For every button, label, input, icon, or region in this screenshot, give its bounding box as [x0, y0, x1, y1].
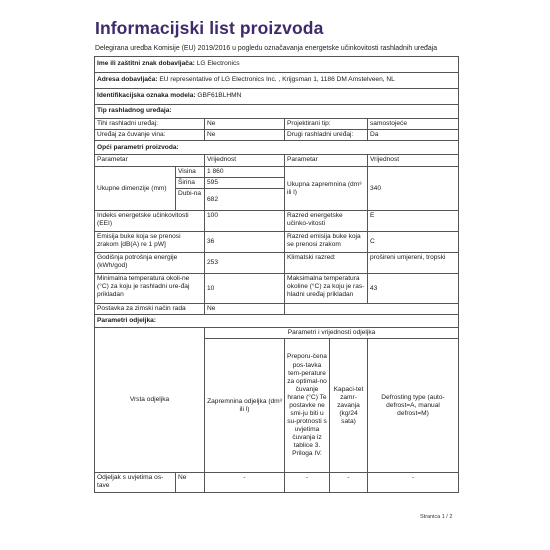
compartment-volume-header: Zapremnina odjeljka (dm³ ili l) [205, 339, 285, 473]
compartment-volume-value: - [205, 473, 285, 493]
compartment-label: Odjeljak s uvjetima os-tave [95, 473, 176, 493]
depth-label: Dubi-na [176, 189, 205, 211]
total-volume-value: 340 [368, 167, 459, 211]
depth-value: 682 [205, 189, 285, 211]
general-column-header-row [95, 155, 459, 167]
general-heading-row [95, 141, 459, 155]
appliance-type-heading: Tip rashladnog uređaja: [95, 105, 459, 119]
other-appliance-label: Drugi rashladni uređaj: [285, 130, 368, 141]
supplier-address-label: Adresa dobavljača: [97, 76, 158, 84]
general-param-row [95, 232, 459, 253]
noise-emission-label: Emisija buke koja se prenosi zrakom [dB(A) re 1 pW] [95, 232, 205, 253]
compartments-group-header-row [95, 328, 459, 339]
model-value: GBF61BLHMN [197, 92, 242, 100]
general-param-row [95, 253, 459, 274]
winter-setting-row [95, 304, 459, 315]
dimensions-label: Ukupne dimenzije (mm) [95, 167, 176, 211]
appliance-type-row [95, 130, 459, 141]
model-label: Identifikacijska oznaka modela: [97, 92, 196, 100]
compartments-heading: Parametri odjeljka: [95, 315, 459, 328]
general-heading: Opći parametri proizvoda: [95, 141, 459, 155]
min-temp-value: 10 [205, 274, 285, 304]
supplier-address-value: EU representative of LG Electronics Inc. , Krijgsman 1, 1186 DM Amstelveen, NL [159, 76, 395, 84]
width-label: Širina [176, 178, 205, 189]
supplier-address-row [95, 73, 459, 89]
total-volume-label: Ukupna zapremnina (dm³ ili l) [285, 167, 368, 211]
height-value: 1 860 [205, 167, 285, 178]
column-header-value: Vrijednost [205, 155, 285, 167]
eei-value: 100 [205, 211, 285, 232]
eei-label: Indeks energetske učinkovitosti (EEI) [95, 211, 205, 232]
height-label: Visina [176, 167, 205, 178]
dimension-row [95, 167, 459, 178]
supplier-name-value: LG Electronics [196, 60, 240, 68]
freezing-capacity-header: Kapaci-tet zamr-zavanja (kg/24 sata) [330, 339, 368, 473]
compartment-params-header: Parametri i vrijednosti odjeljka [205, 328, 459, 339]
design-type-value: samostojeće [368, 119, 459, 130]
supplier-name-row [95, 57, 459, 73]
supplier-name-label: Ime ili zaštitni znak dobavljača: [97, 60, 195, 68]
max-temp-value: 43 [368, 274, 459, 304]
annual-energy-label: Godišnja potrošnja energije (kWh/god) [95, 253, 205, 274]
compartment-defrost-value: - [368, 473, 459, 493]
appliance-type-heading-row [95, 105, 459, 119]
min-temp-label: Minimalna temperatura okoli-ne (°C) za koju je rashladni ure-đaj prikladan [95, 274, 205, 304]
other-appliance-value: Da [368, 130, 459, 141]
noise-class-value: C [368, 232, 459, 253]
energy-class-value: E [368, 211, 459, 232]
wine-storage-value: Ne [205, 130, 285, 141]
winter-setting-label: Postavka za zimski način rada [95, 304, 205, 315]
compartment-row [95, 473, 459, 493]
page-number: Stranica 1 / 2 [420, 514, 453, 520]
climate-class-value: prošireni umjereni, tropski [368, 253, 459, 274]
general-param-row [95, 274, 459, 304]
compartment-temp-value: - [285, 473, 330, 493]
wine-storage-label: Uređaj za čuvanje vina: [95, 130, 205, 141]
page-title: Informacijski list proizvoda [95, 18, 324, 38]
max-temp-label: Maksimalna temperatura okoline (°C) za koju je ras-hladni uređaj prikladan [285, 274, 368, 304]
appliance-type-row [95, 119, 459, 130]
compartment-freeze-value: - [330, 473, 368, 493]
column-header-value: Vrijednost [368, 155, 459, 167]
design-type-label: Projektirani tip: [285, 119, 368, 130]
quiet-appliance-value: Ne [205, 119, 285, 130]
noise-class-label: Razred emisija buke koja se prenosi zrakom [285, 232, 368, 253]
compartment-present-value: Ne [176, 473, 205, 493]
model-row [95, 89, 459, 105]
width-value: 595 [205, 178, 285, 189]
quiet-appliance-label: Tihi rashladni uređaj: [95, 119, 205, 130]
column-header-parameter: Parametar [95, 155, 205, 167]
column-header-parameter: Parametar [285, 155, 368, 167]
climate-class-label: Klimatski razred: [285, 253, 368, 274]
regulation-subtitle: Delegirana uredba Komisije (EU) 2019/2016 u pogledu označavanja energetske učinkovitosti rashladnih uređaja [95, 45, 438, 52]
annual-energy-value: 253 [205, 253, 285, 274]
product-info-table [94, 56, 459, 493]
general-param-row [95, 211, 459, 232]
compartments-heading-row [95, 315, 459, 328]
noise-emission-value: 36 [205, 232, 285, 253]
winter-setting-value: Ne [205, 304, 285, 315]
compartment-type-header: Vrsta odjeljka [95, 328, 205, 473]
energy-class-label: Razred energetske učinko-vitosti [285, 211, 368, 232]
defrosting-type-header: Defrosting type (auto-defrost=A, manual defrost=M) [368, 339, 459, 473]
recommended-temp-header: Preporu-čena pos-tavka tem-perature za optimal-no čuvanje hrane (°C) Te postavke ne smi-ju biti u su-protnosti s uvjetima čuvanja iz tablice 3. Priloga IV. [285, 339, 330, 473]
